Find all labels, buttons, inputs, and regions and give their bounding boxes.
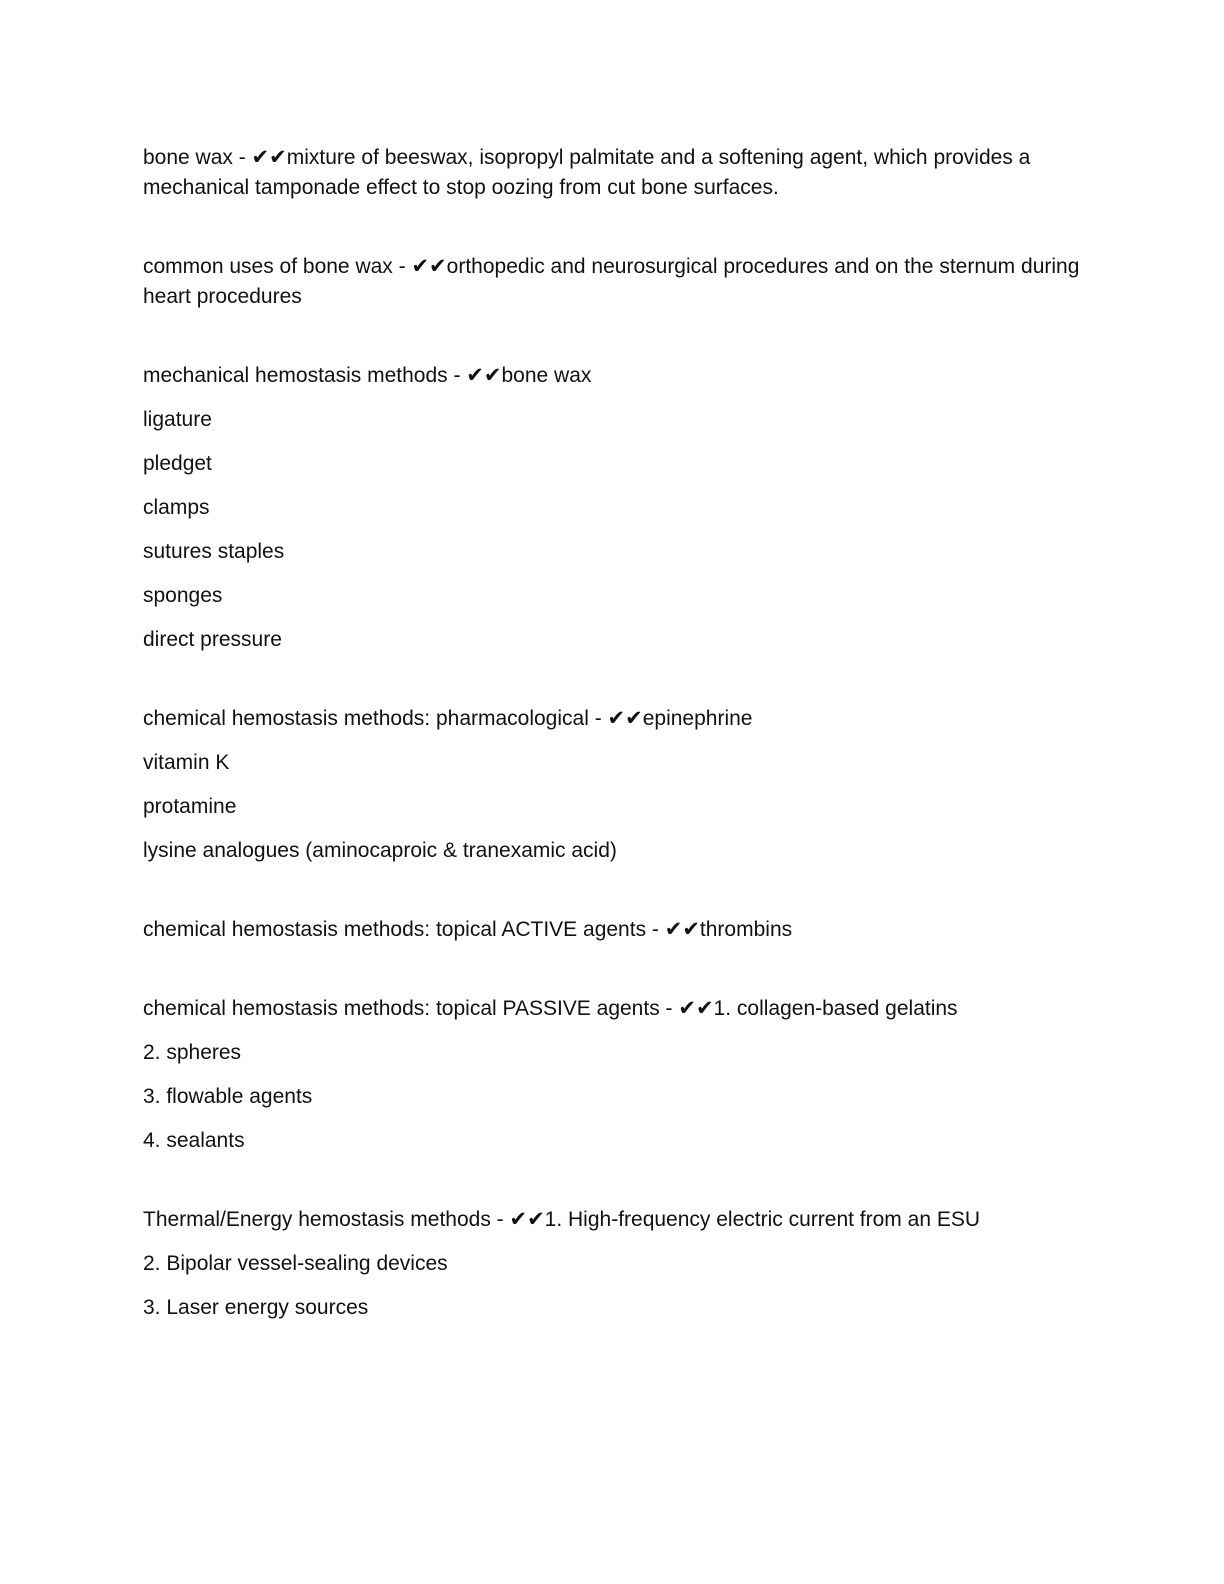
text-line: clamps [143,496,210,519]
section-bone-wax [143,143,1184,203]
text-line: 2. Bipolar vessel-sealing devices [143,1252,448,1275]
text-line: sutures staples [143,540,285,563]
text-line: heart procedures [143,285,302,308]
paragraph [143,704,1184,734]
text-line: Thermal/Energy hemostasis methods - ✔✔1. High-frequency electric current from an ESU [143,1208,981,1231]
text-line: bone wax - ✔✔mixture of beeswax, isopropyl palmitate and a softening agent, which provides a [143,146,1031,169]
section-mechanical-hemostasis [143,361,1184,655]
paragraph [143,915,1184,945]
paragraph [143,748,1184,778]
text-line: mechanical hemostasis methods - ✔✔bone wax [143,364,592,387]
section-bone-wax-uses [143,252,1184,312]
text-line: 3. flowable agents [143,1085,313,1108]
section-chemical-topical-passive [143,994,1184,1156]
paragraph [143,1082,1184,1112]
paragraph [143,1126,1184,1156]
text-line: 4. sealants [143,1129,245,1152]
paragraph [143,792,1184,822]
section-chemical-pharmacological [143,704,1184,866]
paragraph [143,143,1184,203]
paragraph [143,405,1184,435]
paragraph [143,625,1184,655]
paragraph [143,537,1184,567]
paragraph [143,449,1184,479]
text-line: direct pressure [143,628,282,651]
text-line: vitamin K [143,751,230,774]
paragraph [143,581,1184,611]
paragraph [143,994,1184,1024]
text-line: mechanical tamponade effect to stop oozing from cut bone surfaces. [143,176,779,199]
paragraph [143,1249,1184,1279]
paragraph [143,836,1184,866]
text-line: lysine analogues (aminocaproic & tranexamic acid) [143,839,617,862]
text-line: chemical hemostasis methods: topical PASSIVE agents - ✔✔1. collagen-based gelatins [143,997,958,1020]
text-line: chemical hemostasis methods: pharmacological - ✔✔epinephrine [143,707,753,730]
section-thermal-energy [143,1205,1184,1323]
paragraph [143,1038,1184,1068]
section-chemical-topical-active [143,915,1184,945]
text-line: sponges [143,584,223,607]
text-line: 3. Laser energy sources [143,1296,369,1319]
text-line: common uses of bone wax - ✔✔orthopedic and neurosurgical procedures and on the sternum during [143,255,1080,278]
text-line: 2. spheres [143,1041,242,1064]
paragraph [143,493,1184,523]
paragraph [143,1205,1184,1235]
paragraph [143,1293,1184,1323]
text-line: ligature [143,408,212,431]
text-line: chemical hemostasis methods: topical ACTIVE agents - ✔✔thrombins [143,918,793,941]
text-line: pledget [143,452,212,475]
paragraph [143,252,1184,312]
paragraph [143,361,1184,391]
text-line: protamine [143,795,237,818]
